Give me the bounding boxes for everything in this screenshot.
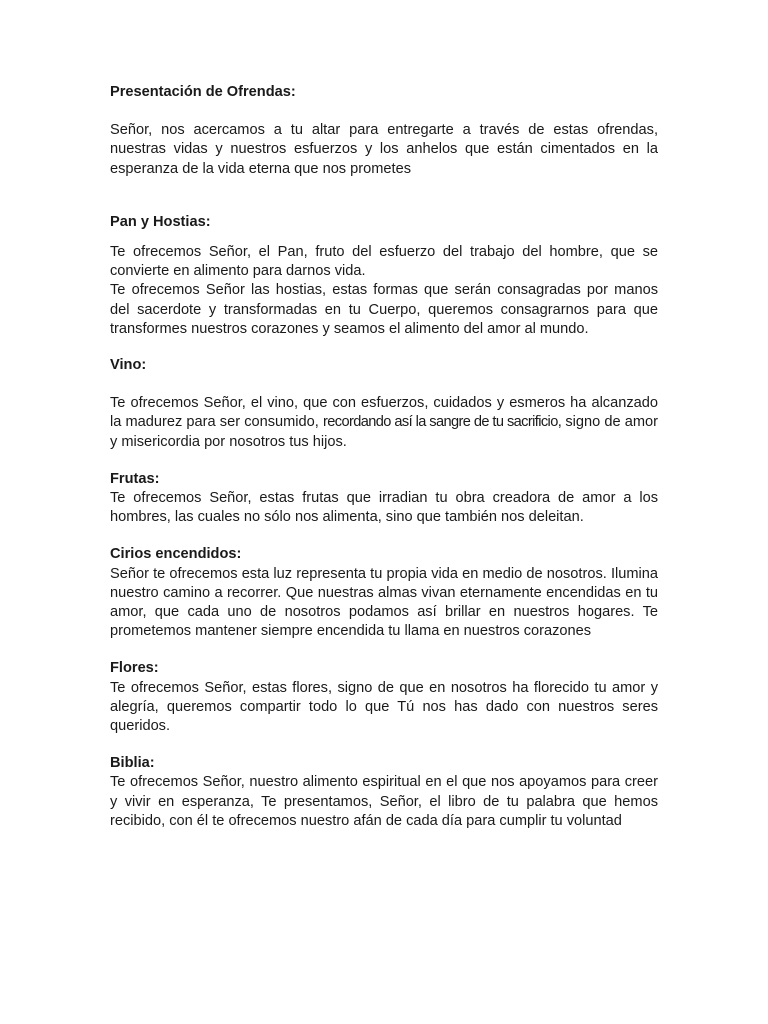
- biblia-paragraph: Te ofrecemos Señor, nuestro alimento espiritual en el que nos apoyamos para creer y vivir en esperanza, Te presentamos, Señor, el libro de tu palabra que hemos recibido, con él te ofrecemos nuestro afán de cada día para cumplir tu voluntad: [110, 774, 658, 829]
- intro-paragraph: Señor, nos acercamos a tu altar para entregarte a través de estas ofrendas, nuestras vidas y nuestros esfuerzos y los anhelos que están cimentados en la esperanza de la vida eterna que nos prometes: [110, 122, 658, 177]
- cirios-paragraph: Señor te ofrecemos esta luz representa tu propia vida en medio de nosotros. Ilumina nuestro camino a recorrer. Que nuestras almas vivan eternamente encendidas en tu amor, que cada uno de nosotros podamos así brillar en nuestros hogares. Te prometemos mantener siempre encendida tu llama en nuestros corazones: [110, 565, 658, 640]
- frutas-paragraph: Te ofrecemos Señor, estas frutas que irradian tu obra creadora de amor a los hombres, las cuales no sólo nos alimenta, sino que también nos deleitan.: [110, 490, 658, 526]
- pan-heading: Pan y Hostias:: [110, 213, 211, 230]
- document-title: Presentación de Ofrendas:: [110, 84, 296, 100]
- vino-text-a: Te ofrecemos Señor, el vino, que con esfuerzos, cuidados y esmeros ha alcanzado la madurez para ser consumido,: [110, 395, 658, 431]
- vino-paragraph: [110, 394, 658, 452]
- flores-heading: Flores:: [110, 660, 159, 677]
- document-page: [110, 83, 658, 831]
- cirios-heading: Cirios encendidos:: [110, 546, 242, 563]
- biblia-heading: Biblia:: [110, 755, 155, 772]
- vino-text-b: recordando así la sangre de tu sacrificio,: [322, 414, 562, 431]
- vino-text-c: signo de amor y misericordia por nosotros tus hijos.: [110, 414, 658, 450]
- pan-paragraph-2: Te ofrecemos Señor las hostias, estas formas que serán consagradas por manos del sacerdote y transformadas en tu Cuerpo, queremos consagrarnos para que transformes nuestros corazones y seamos el alimento del amor al mundo.: [110, 282, 658, 337]
- vino-heading: Vino:: [110, 357, 147, 374]
- pan-paragraph-1: Te ofrecemos Señor, el Pan, fruto del esfuerzo del trabajo del hombre, que se convierte en alimento para darnos vida.: [110, 244, 658, 280]
- flores-paragraph: Te ofrecemos Señor, estas flores, signo de que en nosotros ha florecido tu amor y alegría, queremos compartir todo lo que Tú nos has dado con nuestros seres queridos.: [110, 679, 658, 735]
- frutas-heading: Frutas:: [110, 470, 160, 487]
